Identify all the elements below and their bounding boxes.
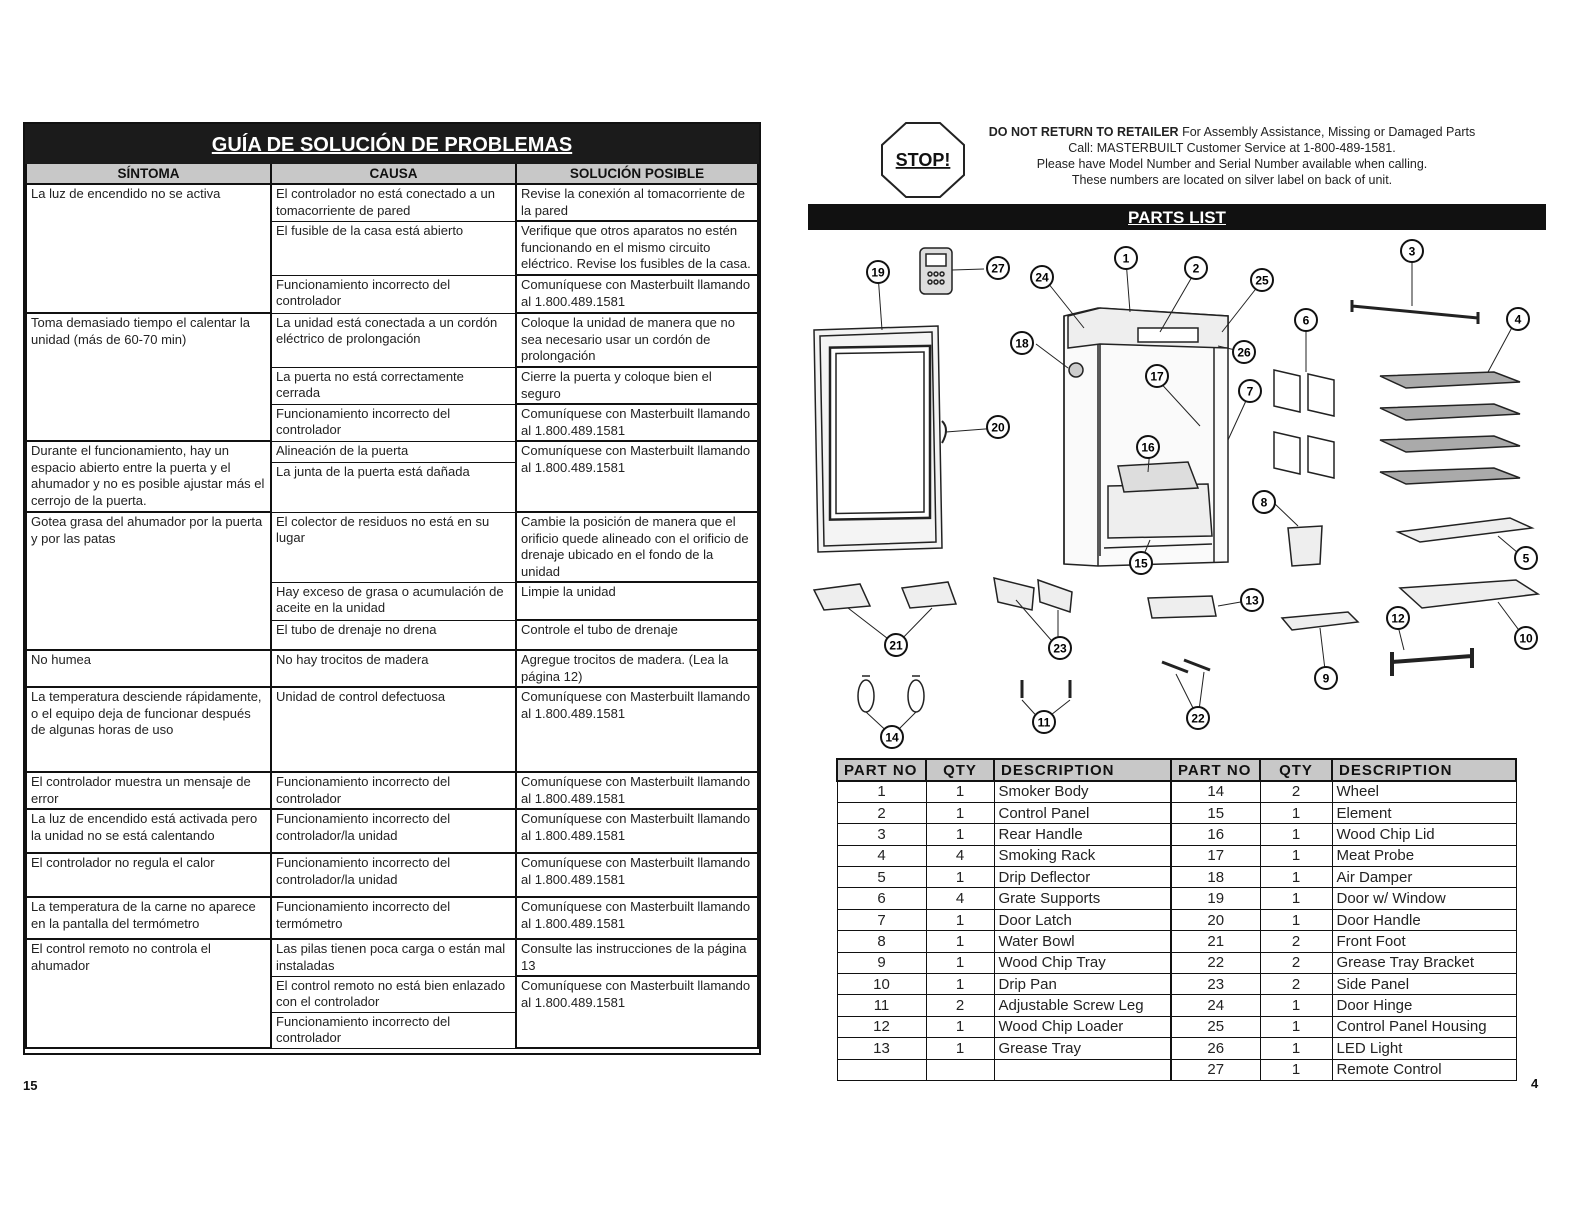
qty-cell: 1 bbox=[926, 952, 994, 973]
table-row bbox=[837, 845, 1516, 866]
cause-cell: La junta de la puerta está dañada bbox=[271, 462, 516, 512]
part-no-cell: 13 bbox=[837, 1038, 926, 1059]
description-cell: Side Panel bbox=[1332, 974, 1516, 995]
part-no-cell: 23 bbox=[1171, 974, 1260, 995]
qty-cell: 1 bbox=[926, 909, 994, 930]
symptom-cell: El controlador muestra un mensaje de error bbox=[26, 772, 271, 809]
parts-header-row bbox=[837, 759, 1516, 781]
solution-cell: Limpie la unidad bbox=[516, 582, 758, 620]
table-row bbox=[837, 888, 1516, 909]
cause-cell: El colector de residuos no está en su lugar bbox=[271, 512, 516, 582]
callout-number: 21 bbox=[889, 638, 903, 653]
cause-cell: Las pilas tienen poca carga o están mal instaladas bbox=[271, 939, 516, 976]
part-no-cell: 19 bbox=[1171, 888, 1260, 909]
cause-cell: La puerta no está correctamente cerrada bbox=[271, 367, 516, 404]
symptom-cell: El control remoto no controla el ahumador bbox=[26, 939, 271, 1048]
parts-list-title: PARTS LIST bbox=[808, 204, 1546, 230]
description-cell: Water Bowl bbox=[994, 931, 1171, 952]
description-cell: Door Latch bbox=[994, 909, 1171, 930]
callout-number: 9 bbox=[1322, 671, 1330, 686]
callout-number: 23 bbox=[1053, 641, 1067, 656]
qty-cell: 2 bbox=[1260, 931, 1332, 952]
solution-cell: Comuníquese con Masterbuilt llamando al 1.800.489.1581 bbox=[516, 772, 758, 809]
cause-cell: Funcionamiento incorrecto del controlador/la unidad bbox=[271, 809, 516, 853]
page-number-left: 15 bbox=[23, 1078, 38, 1093]
description-cell: Adjustable Screw Leg bbox=[994, 995, 1171, 1016]
table-row bbox=[26, 313, 758, 367]
smoking-racks-drawing bbox=[1380, 372, 1520, 484]
table-row bbox=[837, 1016, 1516, 1037]
table-row bbox=[837, 952, 1516, 973]
notice-line-1: For Assembly Assistance, Missing or Damaged Parts bbox=[1182, 125, 1476, 139]
qty-cell: 1 bbox=[926, 867, 994, 888]
cause-cell: Funcionamiento incorrecto del controlador bbox=[271, 404, 516, 441]
symptom-cell: Gotea grasa del ahumador por la puerta y por las patas bbox=[26, 512, 271, 650]
grease-tray-drawing bbox=[1148, 596, 1216, 618]
qty-cell: 1 bbox=[1260, 867, 1332, 888]
table-row bbox=[837, 1038, 1516, 1059]
part-no-cell: 1 bbox=[837, 781, 926, 802]
solution-cell: Comuníquese con Masterbuilt llamando al 1.800.489.1581 bbox=[516, 404, 758, 441]
description-cell: Element bbox=[1332, 802, 1516, 823]
cause-cell: Funcionamiento incorrecto del controlador bbox=[271, 1012, 516, 1048]
part-no-cell: 6 bbox=[837, 888, 926, 909]
troubleshooting-guide bbox=[23, 122, 761, 1055]
cause-cell: El controlador no está conectado a un tomacorriente de pared bbox=[271, 184, 516, 221]
description-cell: Air Damper bbox=[1332, 867, 1516, 888]
table-row bbox=[837, 1059, 1516, 1080]
callout-number: 2 bbox=[1192, 261, 1200, 276]
callout-number: 19 bbox=[871, 265, 885, 280]
qty-cell: 2 bbox=[926, 995, 994, 1016]
part-no-cell: 14 bbox=[1171, 781, 1260, 802]
qty-cell: 1 bbox=[926, 1038, 994, 1059]
table-row bbox=[837, 995, 1516, 1016]
qty-cell: 2 bbox=[1260, 781, 1332, 802]
header-part-no: PART NO bbox=[1171, 759, 1260, 781]
solution-cell: Controle el tubo de drenaje bbox=[516, 620, 758, 650]
table-row bbox=[837, 909, 1516, 930]
notice-line-2: Call: MASTERBUILT Customer Service at 1-800-489-1581. bbox=[1068, 141, 1396, 155]
qty-cell: 2 bbox=[1260, 974, 1332, 995]
side-panel-drawing bbox=[994, 578, 1034, 610]
qty-cell: 1 bbox=[1260, 802, 1332, 823]
stop-sign-label: STOP! bbox=[895, 150, 951, 170]
column-header-symptom: SÍNTOMA bbox=[26, 164, 271, 184]
callout-number: 1 bbox=[1122, 251, 1130, 266]
solution-cell: Cambie la posición de manera que el orificio quede alineado con el orificio de drenaje ubicado en el fondo de la unidad bbox=[516, 512, 758, 582]
part-no-cell: 9 bbox=[837, 952, 926, 973]
symptom-cell: Toma demasiado tiempo el calentar la unidad (más de 60-70 min) bbox=[26, 313, 271, 441]
grate-supports-drawing bbox=[1274, 370, 1334, 478]
table-row bbox=[26, 897, 758, 939]
rear-handle-drawing bbox=[1352, 300, 1478, 324]
description-cell: Wood Chip Loader bbox=[994, 1016, 1171, 1037]
adjustable-screw-leg-drawing bbox=[1022, 680, 1070, 698]
table-row bbox=[26, 441, 758, 462]
callout-number: 24 bbox=[1035, 270, 1049, 285]
stop-sign-icon bbox=[880, 121, 966, 199]
drip-pan-drawing bbox=[1400, 580, 1538, 608]
table-row bbox=[26, 939, 758, 976]
description-cell: Door w/ Window bbox=[1332, 888, 1516, 909]
grease-tray-bracket-drawing bbox=[1162, 660, 1210, 672]
table-row bbox=[26, 853, 758, 897]
qty-cell: 4 bbox=[926, 845, 994, 866]
part-no-cell: 22 bbox=[1171, 952, 1260, 973]
callout-number: 11 bbox=[1037, 715, 1051, 730]
table-row bbox=[837, 824, 1516, 845]
solution-cell: Comuníquese con Masterbuilt llamando al 1.800.489.1581 bbox=[516, 441, 758, 512]
qty-cell: 1 bbox=[1260, 995, 1332, 1016]
description-cell: Grease Tray Bracket bbox=[1332, 952, 1516, 973]
front-foot-drawing bbox=[814, 584, 870, 610]
part-no-cell: 25 bbox=[1171, 1016, 1260, 1037]
table-row bbox=[26, 809, 758, 853]
part-no-cell: 20 bbox=[1171, 909, 1260, 930]
qty-cell: 1 bbox=[1260, 1016, 1332, 1037]
cause-cell: Funcionamiento incorrecto del controlador/la unidad bbox=[271, 853, 516, 897]
qty-cell: 1 bbox=[926, 931, 994, 952]
solution-cell: Cierre la puerta y coloque bien el seguro bbox=[516, 367, 758, 404]
column-header-solution: SOLUCIÓN POSIBLE bbox=[516, 164, 758, 184]
part-no-cell: 2 bbox=[837, 802, 926, 823]
part-no-cell: 4 bbox=[837, 845, 926, 866]
part-no-cell: 3 bbox=[837, 824, 926, 845]
solution-cell: Comuníquese con Masterbuilt llamando al 1.800.489.1581 bbox=[516, 687, 758, 772]
cause-cell: La unidad está conectada a un cordón eléctrico de prolongación bbox=[271, 313, 516, 367]
description-cell: Front Foot bbox=[1332, 931, 1516, 952]
callout-number: 12 bbox=[1391, 611, 1405, 626]
symptom-cell: La luz de encendido no se activa bbox=[26, 184, 271, 313]
remote-control-drawing bbox=[920, 248, 952, 294]
table-row bbox=[26, 184, 758, 221]
cause-cell: Funcionamiento incorrecto del termómetro bbox=[271, 897, 516, 939]
qty-cell: 1 bbox=[926, 802, 994, 823]
cause-cell: El control remoto no está bien enlazado con el controlador bbox=[271, 976, 516, 1012]
callout-number: 27 bbox=[991, 261, 1005, 276]
callout-number: 8 bbox=[1260, 495, 1268, 510]
table-row bbox=[837, 931, 1516, 952]
part-no-cell: 5 bbox=[837, 867, 926, 888]
table-row bbox=[837, 974, 1516, 995]
symptom-cell: Durante el funcionamiento, hay un espacio abierto entre la puerta y el ahumador y no es posible ajustar más el cerrojo de la puerta. bbox=[26, 441, 271, 512]
callout-number: 5 bbox=[1522, 551, 1530, 566]
description-cell: Remote Control bbox=[1332, 1059, 1516, 1080]
part-no-cell: 21 bbox=[1171, 931, 1260, 952]
description-cell: Wood Chip Lid bbox=[1332, 824, 1516, 845]
description-cell: Wheel bbox=[1332, 781, 1516, 802]
description-cell: Meat Probe bbox=[1332, 845, 1516, 866]
description-cell: Door Hinge bbox=[1332, 995, 1516, 1016]
description-cell: Grease Tray bbox=[994, 1038, 1171, 1059]
qty-cell: 1 bbox=[1260, 909, 1332, 930]
symptom-cell: La temperatura de la carne no aparece en la pantalla del termómetro bbox=[26, 897, 271, 939]
solution-cell: Comuníquese con Masterbuilt llamando al 1.800.489.1581 bbox=[516, 897, 758, 939]
solution-cell: Comuníquese con Masterbuilt llamando al 1.800.489.1581 bbox=[516, 809, 758, 853]
header-qty: QTY bbox=[1260, 759, 1332, 781]
callout-number: 4 bbox=[1514, 312, 1522, 327]
qty-cell: 4 bbox=[926, 888, 994, 909]
solution-cell: Comuníquese con Masterbuilt llamando al 1.800.489.1581 bbox=[516, 976, 758, 1048]
part-no-cell: 10 bbox=[837, 974, 926, 995]
part-no-cell: 7 bbox=[837, 909, 926, 930]
callout-number: 14 bbox=[885, 730, 899, 745]
qty-cell: 1 bbox=[1260, 1038, 1332, 1059]
description-cell bbox=[994, 1059, 1171, 1080]
part-no-cell: 8 bbox=[837, 931, 926, 952]
qty-cell: 1 bbox=[1260, 1059, 1332, 1080]
table-row bbox=[837, 781, 1516, 802]
parts-list-table bbox=[836, 758, 1517, 1081]
water-bowl-drawing bbox=[1288, 526, 1322, 566]
header-part-no: PART NO bbox=[837, 759, 926, 781]
drip-deflector-drawing bbox=[1398, 518, 1532, 542]
solution-cell: Revise la conexión al tomacorriente de la pared bbox=[516, 184, 758, 221]
qty-cell: 1 bbox=[1260, 824, 1332, 845]
part-no-cell: 24 bbox=[1171, 995, 1260, 1016]
cause-cell: Unidad de control defectuosa bbox=[271, 687, 516, 772]
wheels-drawing bbox=[858, 676, 924, 712]
callout-number: 18 bbox=[1015, 336, 1029, 351]
symptom-cell: El controlador no regula el calor bbox=[26, 853, 271, 897]
part-no-cell: 12 bbox=[837, 1016, 926, 1037]
page-number-right: 4 bbox=[1531, 1076, 1539, 1091]
part-no-cell: 26 bbox=[1171, 1038, 1260, 1059]
cause-cell: El fusible de la casa está abierto bbox=[271, 221, 516, 275]
table-row bbox=[837, 802, 1516, 823]
header-qty: QTY bbox=[926, 759, 994, 781]
solution-cell: Comuníquese con Masterbuilt llamando al 1.800.489.1581 bbox=[516, 853, 758, 897]
description-cell: Wood Chip Tray bbox=[994, 952, 1171, 973]
callout-number: 10 bbox=[1519, 631, 1533, 646]
callout-number: 22 bbox=[1191, 711, 1205, 726]
qty-cell: 1 bbox=[1260, 845, 1332, 866]
table-row bbox=[26, 650, 758, 687]
part-no-cell: 16 bbox=[1171, 824, 1260, 845]
table-row bbox=[26, 772, 758, 809]
cause-cell: El tubo de drenaje no drena bbox=[271, 620, 516, 650]
description-cell: Drip Pan bbox=[994, 974, 1171, 995]
cause-cell: Hay exceso de grasa o acumulación de aceite en la unidad bbox=[271, 582, 516, 620]
callout-number: 16 bbox=[1141, 440, 1155, 455]
qty-cell: 1 bbox=[926, 781, 994, 802]
callout-number: 26 bbox=[1237, 345, 1251, 360]
notice-line-3: Please have Model Number and Serial Number available when calling. bbox=[1036, 157, 1428, 171]
description-cell: Control Panel Housing bbox=[1332, 1016, 1516, 1037]
cause-cell: No hay trocitos de madera bbox=[271, 650, 516, 687]
column-header-cause: CAUSA bbox=[271, 164, 516, 184]
solution-cell: Consulte las instrucciones de la página 13 bbox=[516, 939, 758, 976]
table-header-row bbox=[26, 164, 758, 184]
qty-cell: 1 bbox=[926, 974, 994, 995]
solution-cell: Verifique que otros aparatos no estén funcionando en el mismo circuito eléctrico. Revise los fusibles de la casa. bbox=[516, 221, 758, 275]
part-no-cell bbox=[837, 1059, 926, 1080]
solution-cell: Coloque la unidad de manera que no sea necesario usar un cordón de prolongación bbox=[516, 313, 758, 367]
notice-line-4: These numbers are located on silver label on back of unit. bbox=[1071, 173, 1393, 187]
callout-number: 7 bbox=[1246, 384, 1254, 399]
troubleshooting-title: GUÍA DE SOLUCIÓN DE PROBLEMAS bbox=[25, 124, 759, 164]
callout-number: 17 bbox=[1150, 369, 1164, 384]
qty-cell: 1 bbox=[1260, 888, 1332, 909]
cause-cell: Funcionamiento incorrecto del controlador bbox=[271, 772, 516, 809]
do-not-return-label: DO NOT RETURN TO RETAILER bbox=[988, 125, 1179, 139]
table-row bbox=[837, 867, 1516, 888]
qty-cell bbox=[926, 1059, 994, 1080]
troubleshooting-table bbox=[25, 164, 759, 1049]
exploded-parts-diagram bbox=[808, 236, 1548, 756]
wood-chip-loader-drawing bbox=[1392, 648, 1472, 676]
cause-cell: Funcionamiento incorrecto del controlador bbox=[271, 275, 516, 313]
qty-cell: 1 bbox=[926, 1016, 994, 1037]
part-no-cell: 17 bbox=[1171, 845, 1260, 866]
qty-cell: 2 bbox=[1260, 952, 1332, 973]
header-description: DESCRIPTION bbox=[994, 759, 1171, 781]
callout-number: 25 bbox=[1255, 273, 1269, 288]
part-no-cell: 27 bbox=[1171, 1059, 1260, 1080]
wood-chip-tray-drawing bbox=[1282, 612, 1358, 630]
callout-number: 15 bbox=[1134, 556, 1148, 571]
solution-cell: Comuníquese con Masterbuilt llamando al 1.800.489.1581 bbox=[516, 275, 758, 313]
callout-number: 3 bbox=[1408, 244, 1416, 259]
description-cell: Door Handle bbox=[1332, 909, 1516, 930]
symptom-cell: No humea bbox=[26, 650, 271, 687]
callout-number: 20 bbox=[991, 420, 1005, 435]
door-with-window-drawing bbox=[814, 326, 946, 552]
table-row bbox=[26, 687, 758, 772]
part-no-cell: 15 bbox=[1171, 802, 1260, 823]
symptom-cell: La temperatura desciende rápidamente, o el equipo deja de funcionar después de algunas horas de uso bbox=[26, 687, 271, 772]
part-no-cell: 18 bbox=[1171, 867, 1260, 888]
description-cell: Rear Handle bbox=[994, 824, 1171, 845]
callout-number: 13 bbox=[1245, 593, 1259, 608]
description-cell: Control Panel bbox=[994, 802, 1171, 823]
description-cell: Smoker Body bbox=[994, 781, 1171, 802]
part-no-cell: 11 bbox=[837, 995, 926, 1016]
header-description: DESCRIPTION bbox=[1332, 759, 1516, 781]
table-row bbox=[26, 512, 758, 582]
description-cell: Drip Deflector bbox=[994, 867, 1171, 888]
symptom-cell: La luz de encendido está activada pero la unidad no se está calentando bbox=[26, 809, 271, 853]
qty-cell: 1 bbox=[926, 824, 994, 845]
description-cell: Smoking Rack bbox=[994, 845, 1171, 866]
cause-cell: Alineación de la puerta bbox=[271, 441, 516, 462]
description-cell: LED Light bbox=[1332, 1038, 1516, 1059]
description-cell: Grate Supports bbox=[994, 888, 1171, 909]
callout-number: 6 bbox=[1302, 313, 1310, 328]
customer-service-notice bbox=[982, 124, 1482, 188]
solution-cell: Agregue trocitos de madera. (Lea la página 12) bbox=[516, 650, 758, 687]
